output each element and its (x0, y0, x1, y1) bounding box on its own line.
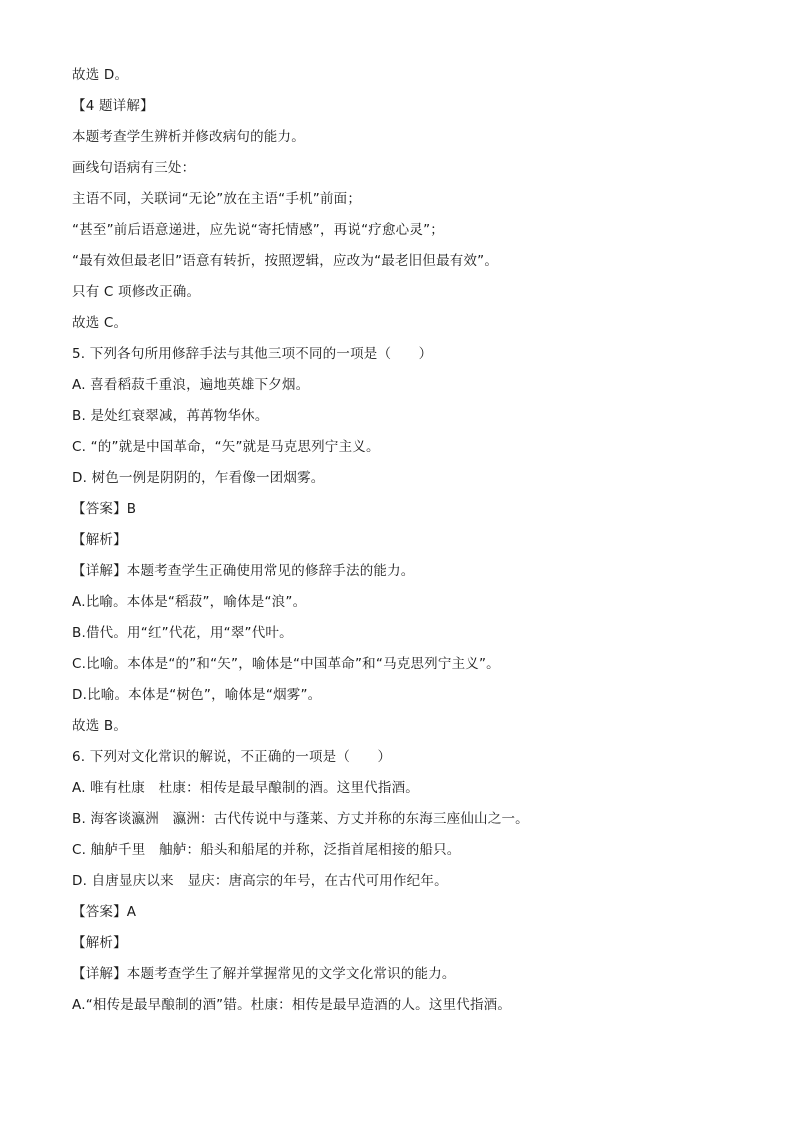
option-a: A. 唯有杜康 杜康：相传是最早酿制的酒。这里代指酒。 (72, 780, 419, 796)
text-line: 【详解】本题考查学生正确使用常见的修辞手法的能力。 (72, 563, 415, 579)
option-d: D. 自唐显庆以来 显庆：唐高宗的年号，在古代可用作纪年。 (72, 873, 448, 889)
option-c: C. 舳舻千里 舳舻：船头和船尾的并称，泛指首尾相接的船只。 (72, 842, 461, 858)
option-d: D. 树色一例是阴阴的，乍看像一团烟雾。 (72, 470, 325, 486)
analysis-label: 【解析】 (72, 935, 127, 951)
text-line: B.借代。用“红”代花，用“翠”代叶。 (72, 625, 293, 641)
option-a: A. 喜看稻菽千重浪，遍地英雄下夕烟。 (72, 377, 310, 393)
text-line: 【详解】本题考查学生了解并掌握常见的文学文化常识的能力。 (72, 966, 456, 982)
answer-label: 【答案】A (72, 904, 137, 920)
text-line: A.“相传是最早酿制的酒”错。杜康：相传是最早造酒的人。这里代指酒。 (72, 997, 512, 1013)
answer-label: 【答案】B (72, 501, 137, 517)
text-line: 主语不同，关联词“无论”放在主语“手机”前面； (72, 191, 362, 207)
text-line: D.比喻。本体是“树色”，喻体是“烟雾”。 (72, 687, 322, 703)
text-line: 本题考查学生辨析并修改病句的能力。 (72, 129, 305, 145)
option-b: B. 海客谈瀛洲 瀛洲：古代传说中与蓬莱、方丈并称的东海三座仙山之一。 (72, 811, 529, 827)
question-stem: 5. 下列各句所用修辞手法与其他三项不同的一项是（ ） (72, 346, 433, 362)
text-line: “最有效但最老旧”语意有转折，按照逻辑，应改为“最老旧但最有效”。 (72, 253, 499, 269)
document-page (72, 64, 732, 1025)
option-c: C. “的”就是中国革命，“矢”就是马克思列宁主义。 (72, 439, 380, 455)
text-line: 故选 D。 (72, 67, 129, 83)
text-line: A.比喻。本体是“稻菽”，喻体是“浪”。 (72, 594, 307, 610)
text-line: 故选 C。 (72, 315, 128, 331)
text-line: 画线句语病有三处： (72, 160, 196, 176)
question-stem: 6. 下列对文化常识的解说，不正确的一项是（ ） (72, 749, 392, 765)
section-heading: 【4 题详解】 (72, 98, 154, 114)
text-line: 故选 B。 (72, 718, 128, 734)
text-line: 只有 C 项修改正确。 (72, 284, 201, 300)
text-line: “甚至”前后语意递进，应先说“寄托情感”，再说“疗愈心灵”； (72, 222, 444, 238)
text-line: C.比喻。本体是“的”和“矢”，喻体是“中国革命”和“马克思列宁主义”。 (72, 656, 500, 672)
analysis-label: 【解析】 (72, 532, 127, 548)
option-b: B. 是处红衰翠减，苒苒物华休。 (72, 408, 269, 424)
